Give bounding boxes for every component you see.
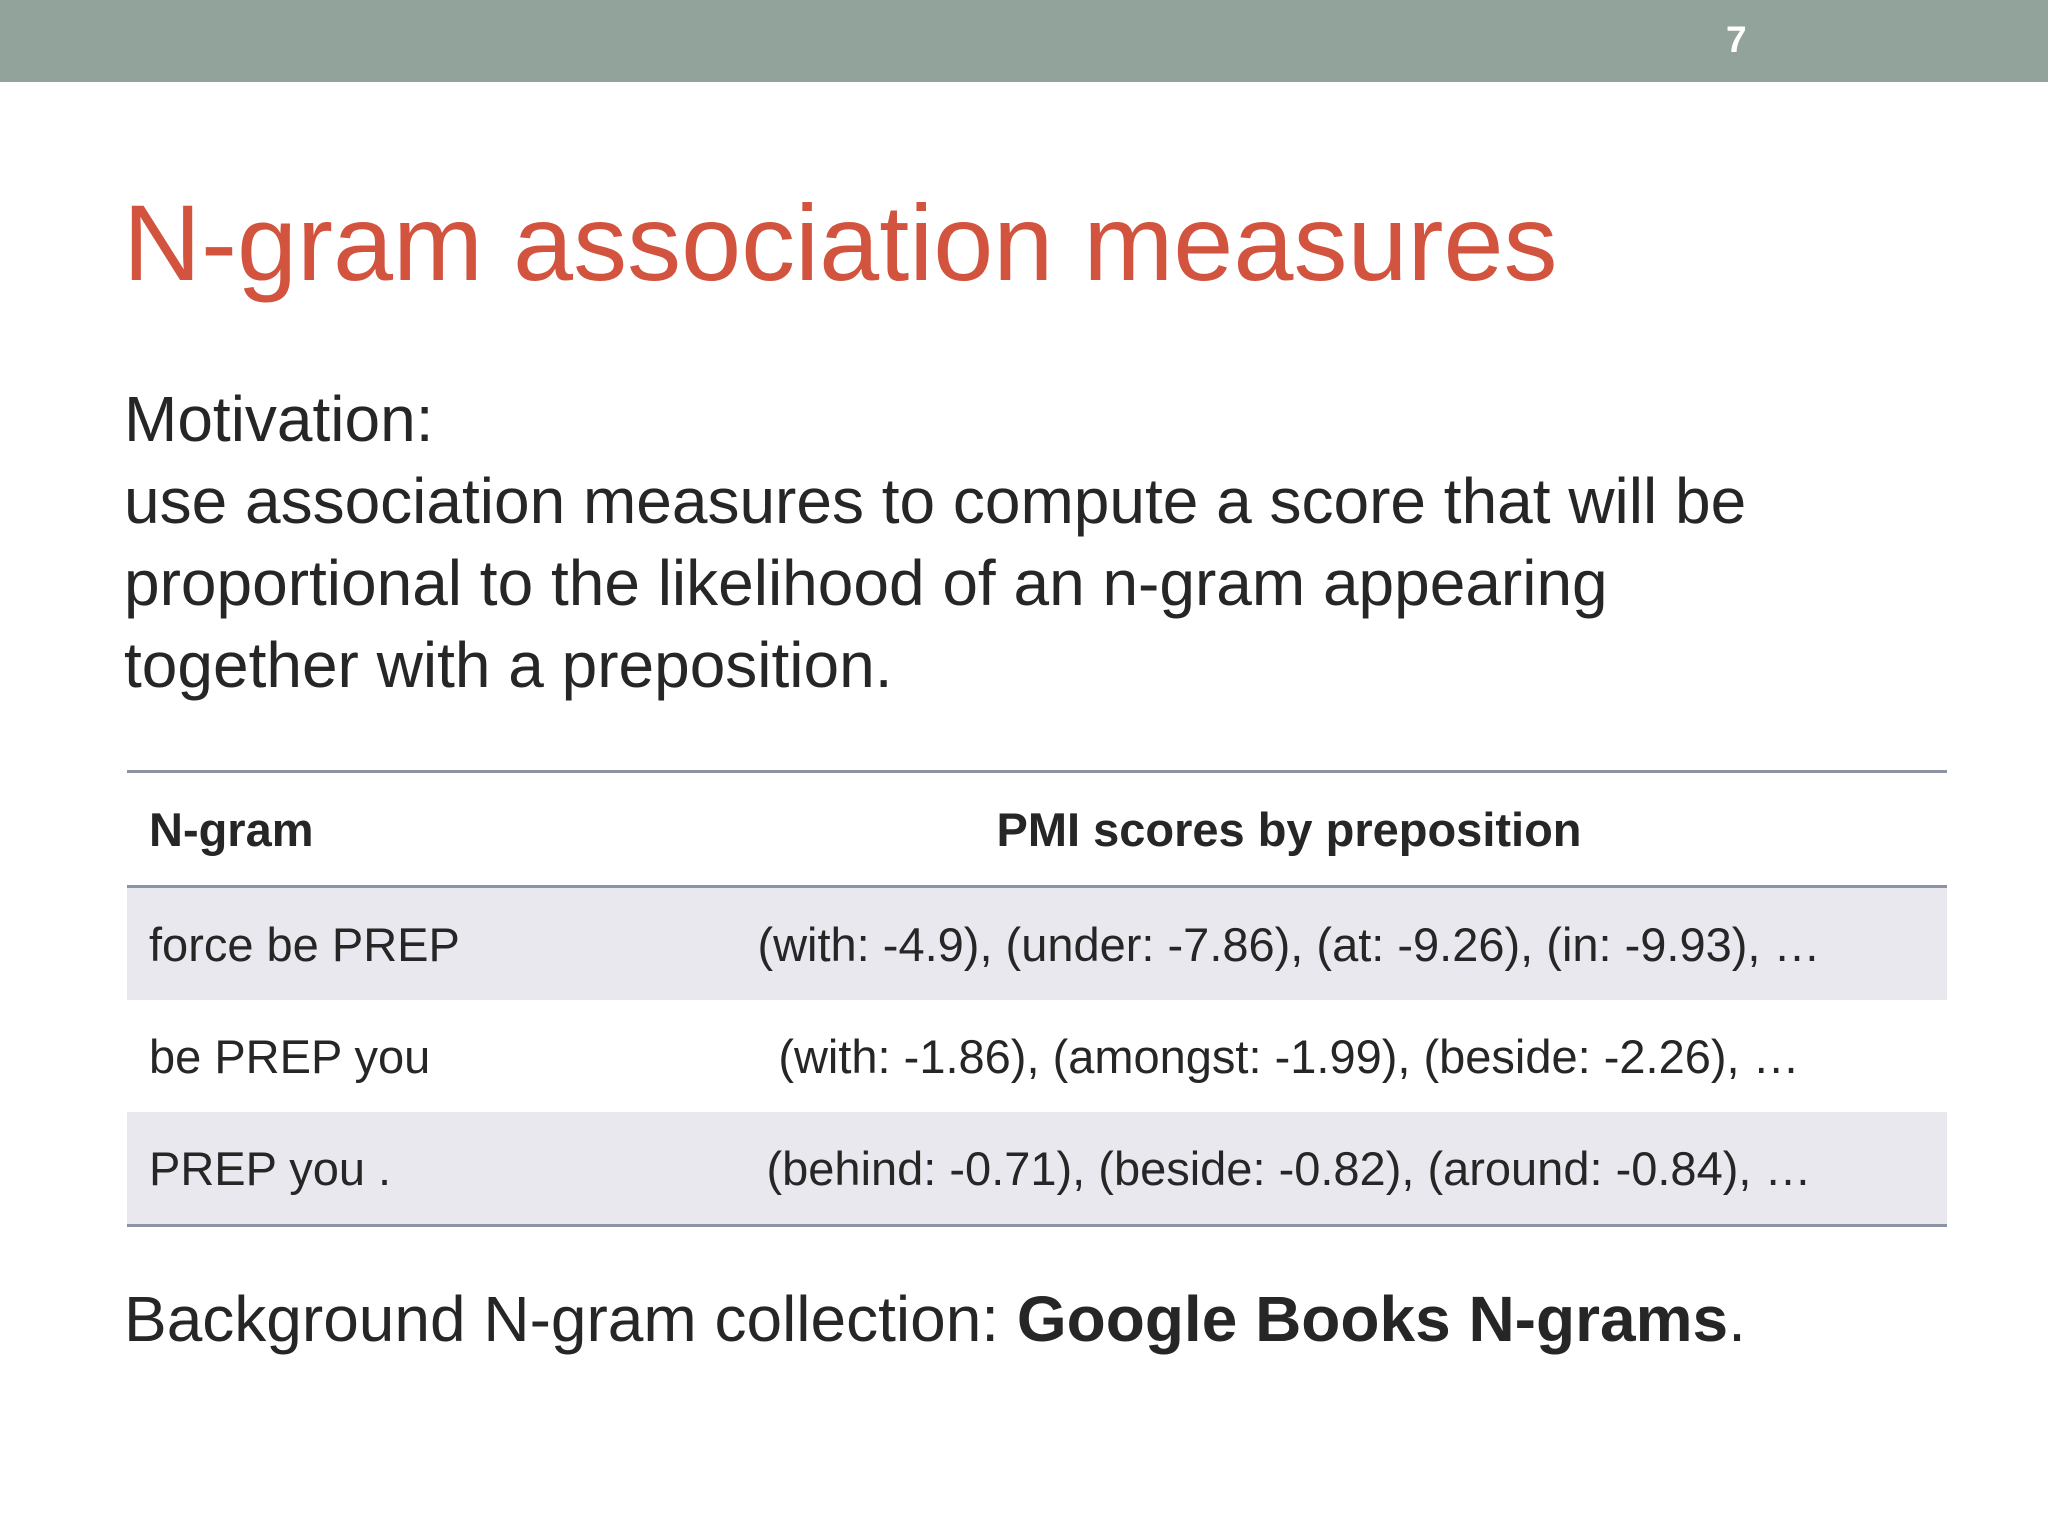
table-row: [127, 887, 1947, 1001]
ngram-cell: force be PREP: [149, 917, 460, 971]
header-pmi-scores: PMI scores by preposition: [996, 802, 1582, 856]
motivation-heading: Motivation:: [124, 383, 434, 455]
background-source: Google Books N-grams: [1016, 1283, 1729, 1355]
table-header-row: [127, 772, 1947, 887]
slide-title: N-gram association measures: [123, 182, 1558, 303]
table-row: [127, 1112, 1947, 1226]
table-row: [127, 1000, 1947, 1112]
motivation-line-2: proportional to the likelihood of an n-gram appearing: [124, 547, 1608, 619]
slide-number: 7: [1726, 19, 1747, 60]
ngram-cell: PREP you .: [149, 1141, 392, 1195]
pmi-scores-cell: (with: -1.86), (amongst: -1.99), (beside: -2.26), …: [778, 1029, 1800, 1083]
motivation-block: [124, 378, 1924, 706]
motivation-line-3: together with a preposition.: [124, 629, 893, 701]
pmi-table: [127, 770, 1947, 1227]
background-suffix: .: [1728, 1283, 1746, 1355]
background-prefix: Background N-gram collection:: [124, 1283, 1017, 1355]
pmi-scores-cell: (with: -4.9), (under: -7.86), (at: -9.26), (in: -9.93), …: [757, 917, 1821, 971]
header-ngram: N-gram: [149, 802, 314, 856]
background-collection: [124, 1282, 1746, 1356]
motivation-line-1: use association measures to compute a score that will be: [124, 465, 1747, 537]
ngram-cell: be PREP you: [149, 1029, 431, 1083]
pmi-scores-cell: (behind: -0.71), (beside: -0.82), (around: -0.84), …: [766, 1141, 1812, 1195]
